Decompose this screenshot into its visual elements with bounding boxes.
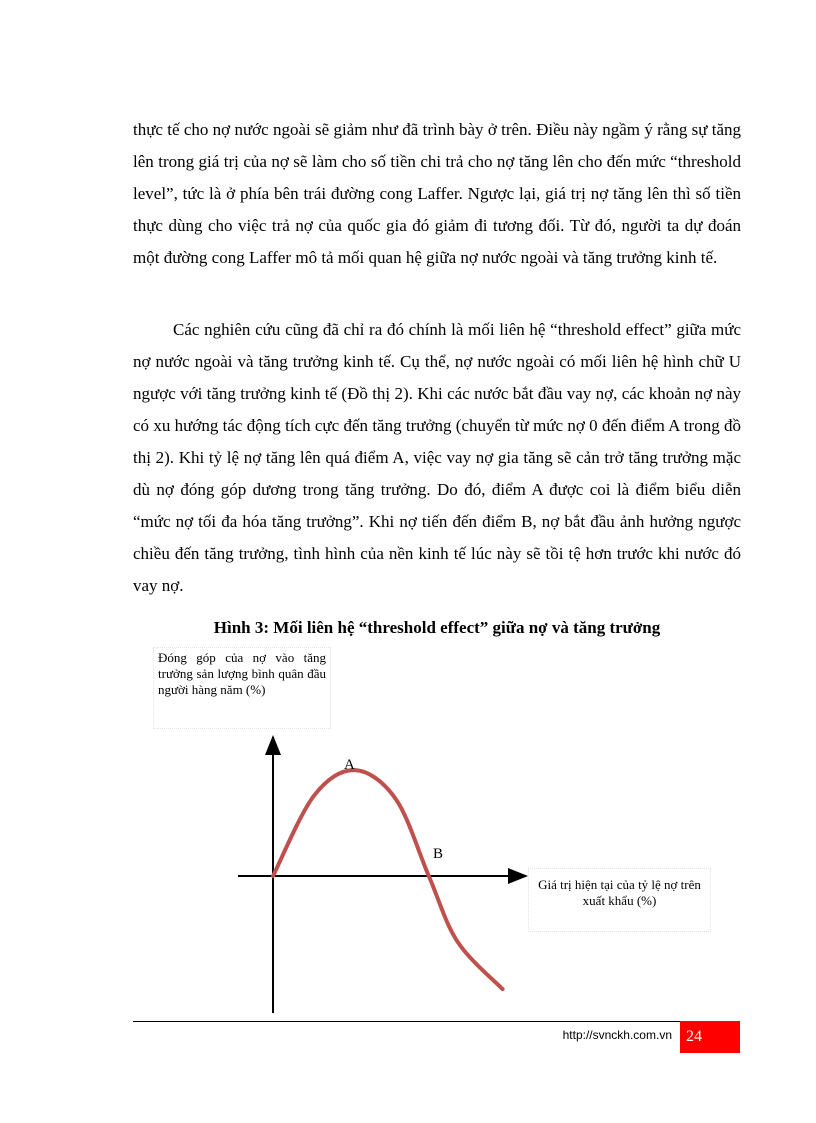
paragraph-1: thực tế cho nợ nước ngoài sẽ giảm như đã trình bày ở trên. Điều này ngầm ý rằng sự tăng lên trong giá trị của nợ sẽ làm cho số tiền chi trả cho nợ tăng lên cho đến mức “threshold level”, tức là ở phía bên trái đường cong Laffer. Ngược lại, giá trị nợ tăng lên thì số tiền thực dùng cho việc trả nợ của quốc gia đó giảm đi tương đối. Từ đó, người ta dự đoán một đường cong Laffer mô tả mối quan hệ giữa nợ nước ngoài và tăng trưởng kinh tế. [133,120,741,267]
point-a-label: A [344,757,355,773]
footer-url[interactable]: http://svnckh.com.vn [562,1028,672,1042]
footer-divider [133,1021,680,1022]
y-axis-label: Đóng góp của nợ vào tăng trưởng sản lượng bình quân đầu người hàng năm (%) [153,647,331,729]
laffer-curve [273,770,503,989]
point-b-label: B [433,846,444,862]
paragraph-2: Các nghiên cứu cũng đã chỉ ra đó chính là mối liên hệ “threshold effect” giữa mức nợ nước ngoài và tăng trưởng kinh tế. Cụ thể, nợ nước ngoài có mối liên hệ hình chữ U ngược với tăng trưởng kinh tế (Đồ thị 2). Khi các nước bắt đầu vay nợ, các khoản nợ này có xu hướng tác động tích cực đến tăng trưởng (chuyển từ mức nợ 0 đến điểm A trong đồ thị 2). Khi tỷ lệ nợ tăng lên quá điểm A, việc vay nợ gia tăng sẽ cản trở tăng trưởng mặc dù nợ đóng góp dương trong tăng trưởng. Do đó, điểm A được coi là điểm biểu diễn “mức nợ tối đa hóa tăng trưởng”. Khi nợ tiến đến điểm B, nợ bắt đầu ảnh hưởng ngược chiều đến tăng trưởng, tình hình của nền kinh tế lúc này sẽ tồi tệ hơn trước khi nước đó vay nợ. [133,320,741,595]
x-axis-label: Giá trị hiện tại của tỷ lệ nợ trên xuất khẩu (%) [528,868,711,932]
page-number: 24 [680,1021,740,1053]
figure-title: Hình 3: Mối liên hệ “threshold effect” giữa nợ và tăng trưởng [213,618,661,637]
